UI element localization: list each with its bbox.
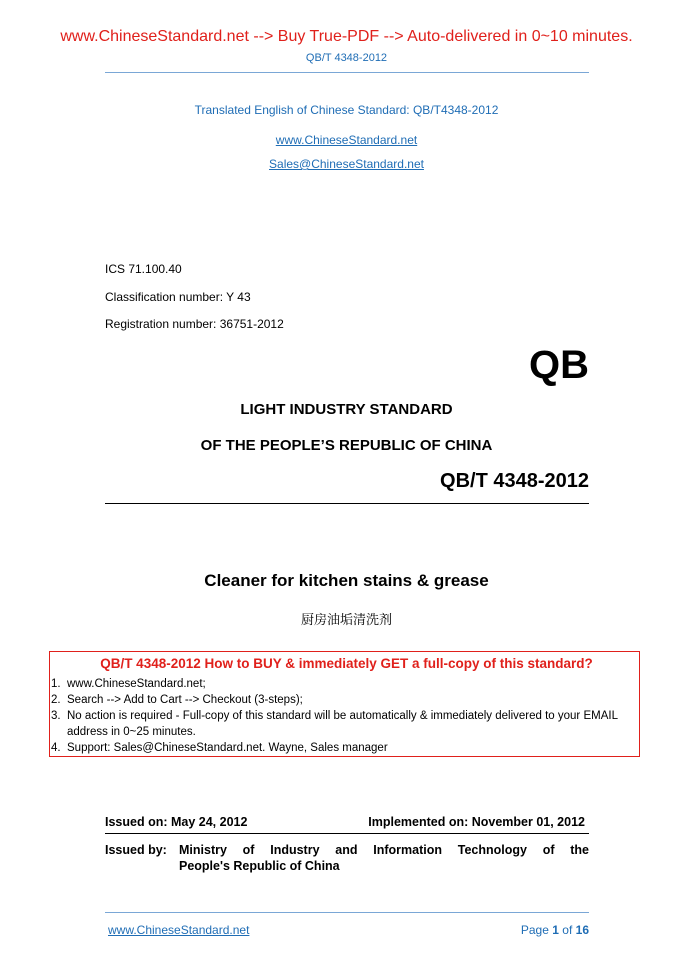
header-divider [105,72,589,73]
standard-title-line1: LIGHT INDUSTRY STANDARD [240,401,453,418]
footer-divider [105,912,589,913]
page-total: 16 [575,923,589,937]
list-item-number: 1. [51,678,61,690]
top-banner: www.ChineseStandard.net --> Buy True-PDF --> Auto-delivered in 0~10 minutes. [60,28,633,45]
issued-on-date: Issued on: May 24, 2012 [105,815,248,829]
email-link[interactable]: Sales@ChineseStandard.net [269,157,424,171]
standard-logo: QB [529,343,589,387]
issue-divider [105,833,589,834]
page-current: 1 [552,923,559,937]
issuing-authority-line1: Ministry of Industry and Information Technology of the [179,843,589,857]
issued-by-label: Issued by: [105,843,167,857]
document-title-chinese: 厨房油垢清洗剂 [300,613,392,628]
site-link[interactable]: www.ChineseStandard.net [275,133,418,147]
list-item-number: 3. [51,710,61,722]
list-item [51,740,637,756]
page-of: of [562,923,573,937]
list-item-number: 2. [51,694,61,706]
list-item [51,676,637,692]
list-item [51,708,637,740]
ics-code: ICS 71.100.40 [105,262,182,276]
issued-by [105,841,589,859]
header-standard-code: QB/T 4348-2012 [305,52,388,64]
issuing-authority-line2: People's Republic of China [179,859,340,873]
list-item-number: 4. [51,742,61,754]
list-item-text: www.ChineseStandard.net; [67,678,206,690]
standard-number: QB/T 4348-2012 [440,470,589,492]
classification-number: Classification number: Y 43 [105,290,251,304]
implemented-on-date: Implemented on: November 01, 2012 [368,815,585,829]
document-title: Cleaner for kitchen stains & grease [204,571,489,590]
site-link-wrap [0,133,693,147]
footer-link-wrap [108,923,249,937]
purchase-steps-list [51,676,637,756]
list-item [51,692,637,708]
purchase-heading: QB/T 4348-2012 How to BUY & immediately GET a full-copy of this standard? [100,656,593,671]
standard-title-line2: OF THE PEOPLE’S REPUBLIC OF CHINA [200,437,493,454]
email-link-wrap [0,157,693,171]
list-item-text: No action is required - Full-copy of this standard will be automatically & immediately delivered to your EMAIL address in 0~25 minutes. [67,710,618,738]
translation-note: Translated English of Chinese Standard: QB/T4348-2012 [194,103,499,117]
title-divider [105,503,589,504]
registration-number: Registration number: 36751-2012 [105,317,284,331]
list-item-text: Support: Sales@ChineseStandard.net. Wayne, Sales manager [67,742,388,754]
footer-site-link[interactable]: www.ChineseStandard.net [108,923,250,937]
list-item-text: Search --> Add to Cart --> Checkout (3-steps); [67,694,303,706]
page-indicator [521,923,589,937]
page-label: Page [520,923,549,937]
